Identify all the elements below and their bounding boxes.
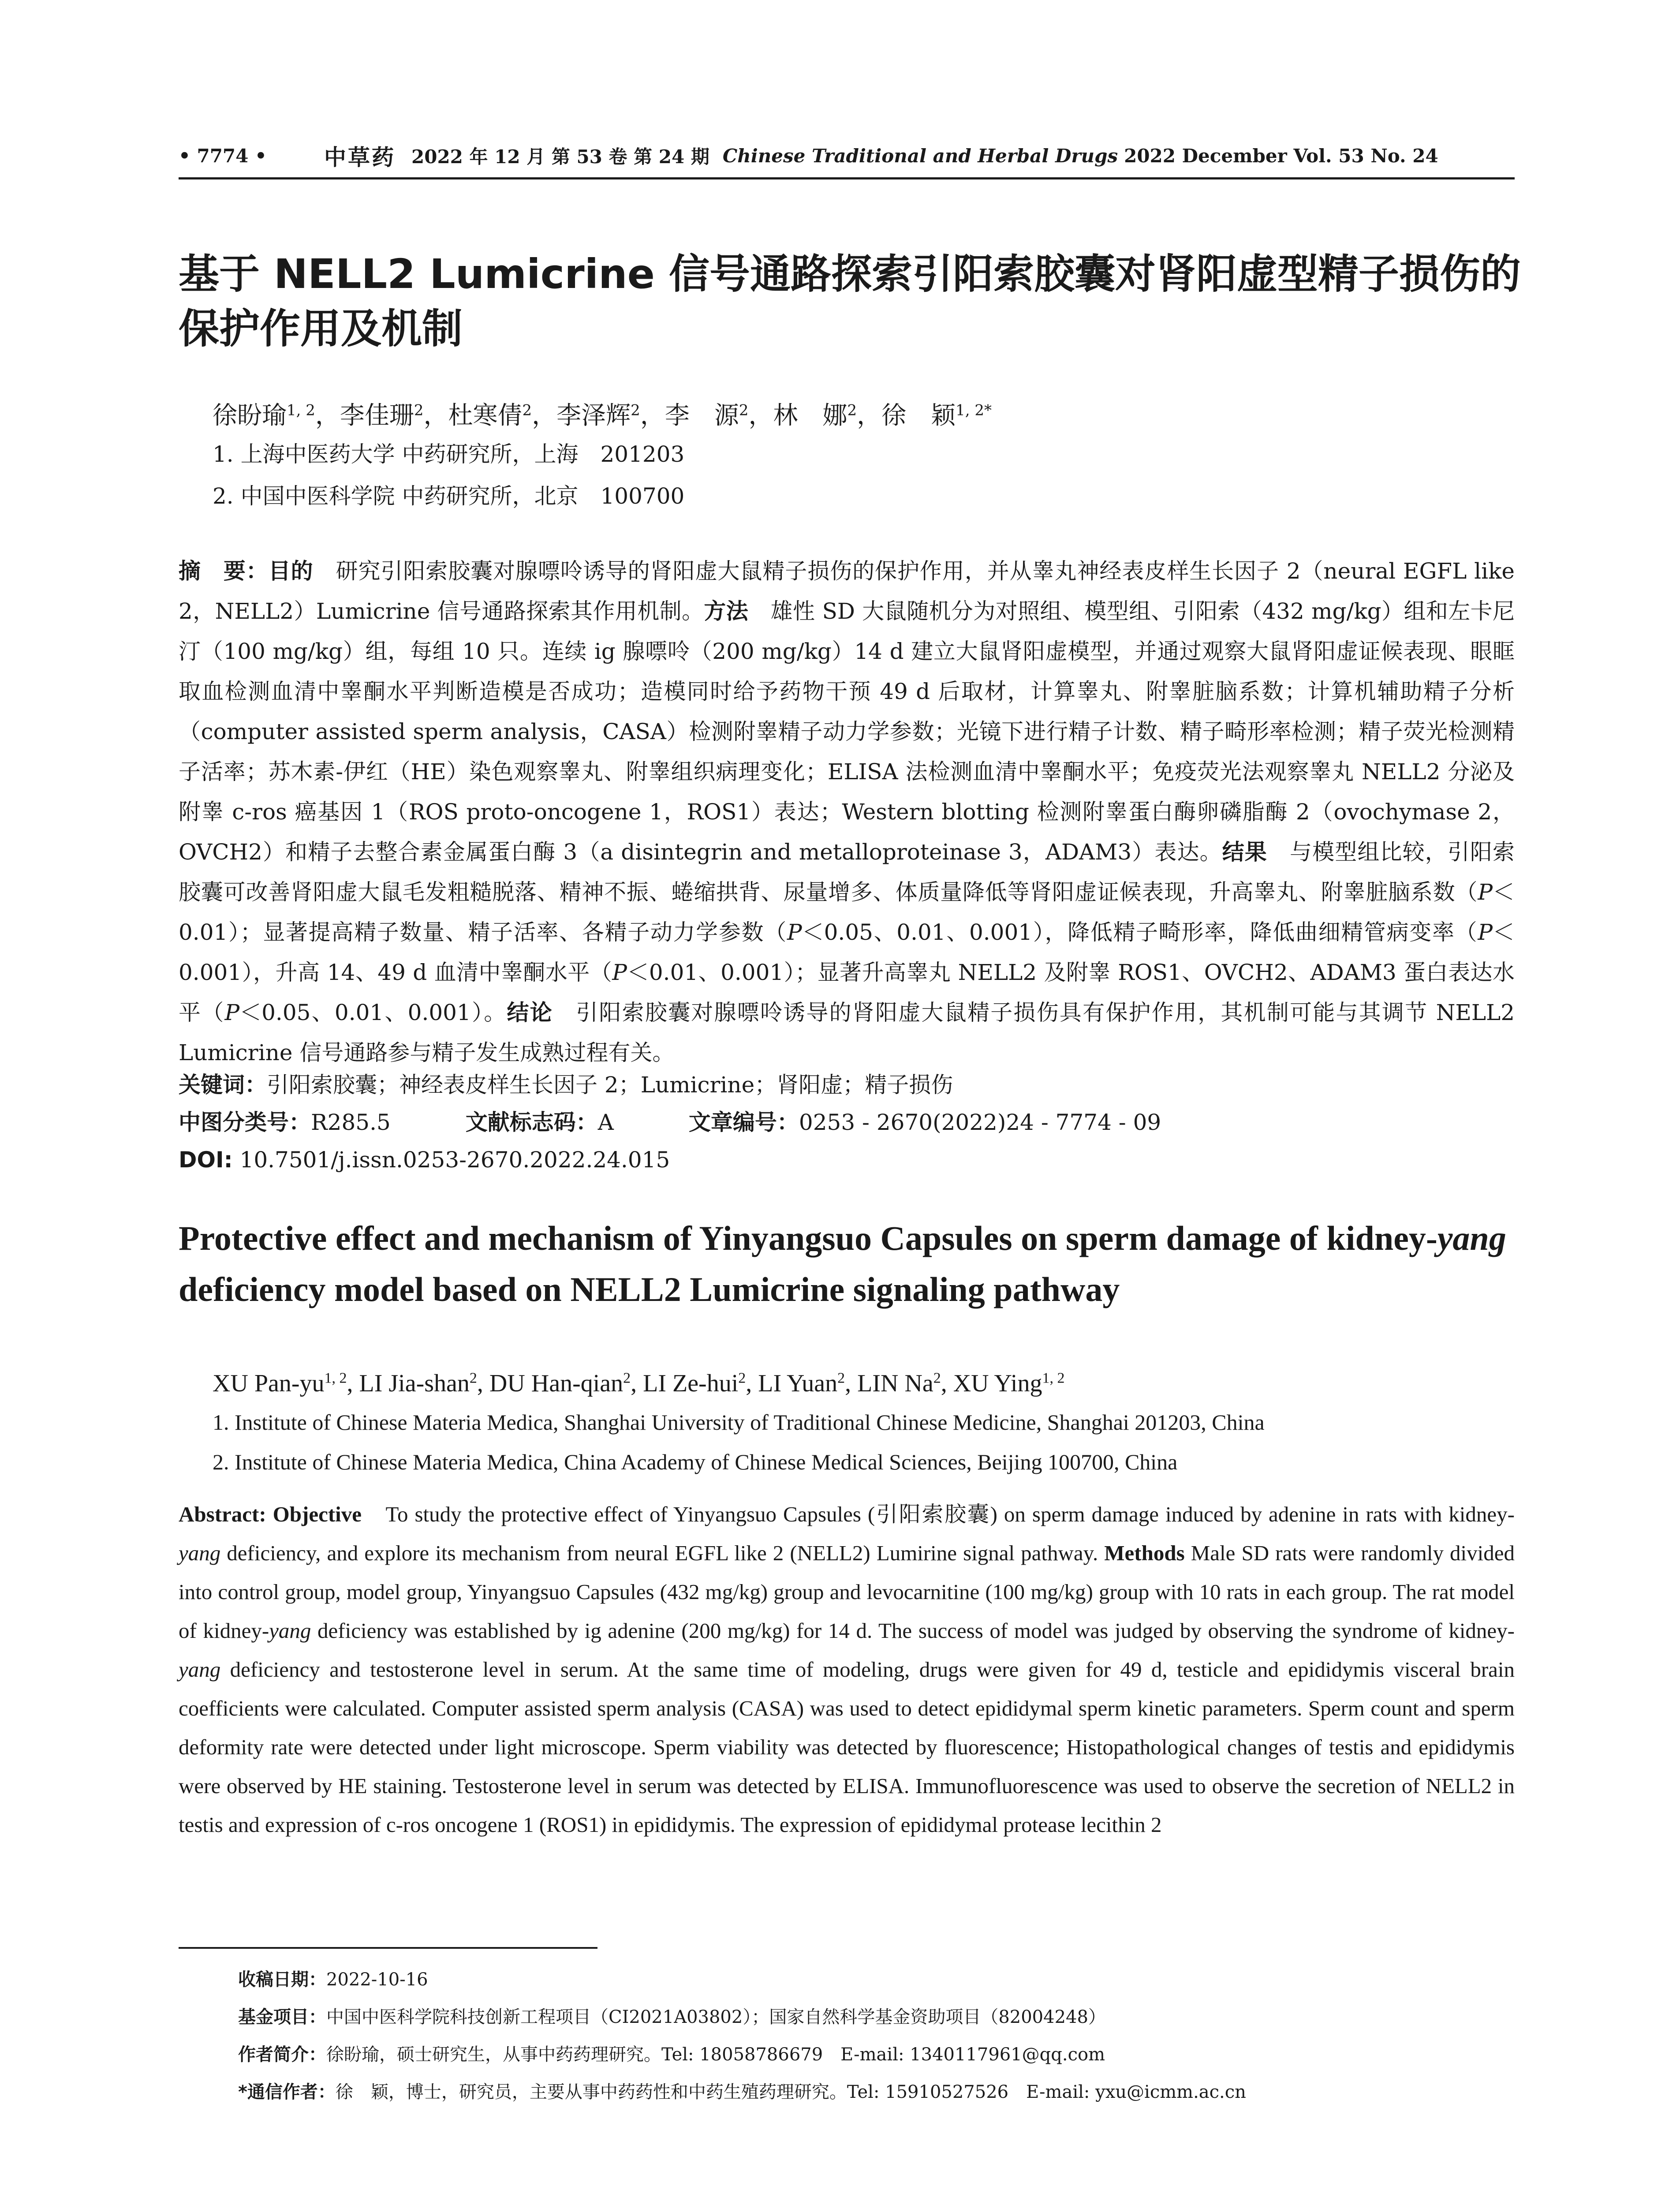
footnote-rule — [179, 1947, 597, 1949]
authors-cn — [213, 392, 1491, 434]
author-cn: 李佳珊$^2$， — [340, 401, 448, 430]
results-label: 结果 — [1222, 839, 1267, 865]
conclusion-text: 引阳索胶囊对腺嘌呤诱导的肾阳虚大鼠精子损伤具有保护作用，其机制可能与其调节 NELL2 Lumicrine 信号通路参与精子发生成熟过程有关。 — [179, 1000, 1515, 1065]
classification-line: 中图分类号：R285.5 文献标志码：A 文章编号：0253 - 2670(2022)24 - 7774 - 09 — [179, 1110, 1161, 1135]
author-cn: 林 娜$^2$， — [773, 401, 882, 430]
author-en: LI Jia-shan$^2$, — [359, 1369, 489, 1397]
methods-en-label: Methods — [1104, 1541, 1185, 1565]
author-cn: 徐 颖$^{1, 2*}$ — [881, 401, 992, 430]
abstract-en: Abstract: Objective To study the protective effect of Yinyangsuo Capsules (引阳索胶囊) on sperm damage induced by adenine in rats with kidney-yang deficiency, and explore its mechanism from neural EGFL like 2 (NELL2) Lumirine signal pathway. Methods Male SD rats were randomly divided into control group, model group, Yinyangsuo Capsules (432 mg/kg) group and levocarnitine (100 mg/kg) group with 10 rats in each group. The rat model of kidney-yang deficiency was established by ig adenine (200 mg/kg) for 14 d. The success of model was judged by observing the syndrome of kidney-yang deficiency and testosterone level in serum. At the same time of modeling, drugs were given for 49 d, testicle and epididymis visceral brain coefficients were calculated. Computer assisted sperm analysis (CASA) was used to detect epididymal sperm kinetic parameters. Sperm count and sperm deformity rate were detected under light microscope. Sperm viability was detected by fluorescence; Histopathological changes of testis and epididymis were observed by HE staining. Testosterone level in serum was detected by ELISA. Immunofluorescence was used to observe the secretion of NELL2 in testis and expression of c-ros oncogene 1 (ROS1) in epididymis. The expression of epididymal protease lecithin 2 — [179, 1502, 1515, 1837]
journal-name-en: Chinese Traditional and Herbal Drugs — [722, 145, 1118, 167]
affiliation-cn-1: 1. 上海中医药大学 中药研究所，上海 201203 — [213, 441, 685, 467]
author-cn: 徐盼瑜$^{1, 2}$， — [213, 401, 340, 430]
author-en: LI Yuan$^2$, — [758, 1369, 858, 1397]
footnote-received: 收稿日期：2022-10-16 — [238, 1970, 428, 1990]
title-cn: 基于 NELL2 Lumicrine 信号通路探索引阳索胶囊对肾阳虚型精子损伤的保护作用及机制 — [179, 250, 1521, 352]
affiliation-en-2: 2. Institute of Chinese Materia Medica, China Academy of Chinese Medical Sciences, Beijing 100700, China — [213, 1450, 1178, 1474]
issue-info-cn: 2022 年 12 月 第 53 卷 第 24 期 — [411, 146, 709, 168]
objective-text: 研究引阳索胶囊对腺嘌呤诱导的肾阳虚大鼠精子损伤的保护作用，并从睾丸神经表皮样生长因子 2（neural EGFL like 2，NELL2）Lumicrine 信号通路探索其作用机制。 — [179, 558, 1515, 624]
author-en: DU Han-qian$^2$, — [489, 1369, 643, 1397]
footnote-corresponding: *通信作者：徐 颖，博士，研究员，主要从事中药药性和中药生殖药理研究。Tel: 15910527526 E-mail: yxu@icmm.ac.cn — [238, 2082, 1246, 2102]
objective-label: 目的 — [268, 558, 314, 584]
title-en: Protective effect and mechanism of Yinyangsuo Capsules on sperm damage of kidney-yang deficiency model based on NELL2 Lumicrine signaling pathway — [179, 1219, 1506, 1308]
author-cn: 李 源$^2$， — [665, 401, 773, 430]
author-cn: 李泽辉$^2$， — [556, 401, 665, 430]
methods-label: 方法 — [704, 598, 749, 624]
abstract-cn: 摘 要：目的 研究引阳索胶囊对腺嘌呤诱导的肾阳虚大鼠精子损伤的保护作用，并从睾丸神经表皮样生长因子 2（neural EGFL like 2，NELL2）Lumicrine 信号通路探索其作用机制。方法 雄性 SD 大鼠随机分为对照组、模型组、引阳索（432 mg/kg）组和左卡尼汀（100 mg/kg）组，每组 10 只。连续 ig 腺嘌呤（200 mg/kg）14 d 建立大鼠肾阳虚模型，并通过观察大鼠肾阳虚证候表现、眼眶取血检测血清中睾酮水平判断造模是否成功；造模同时给予药物干预 49 d 后取材，计算睾丸、附睾脏脑系数；计算机辅助精子分析（computer assisted sperm analysis，CASA）检测附睾精子动力学参数；光镜下进行精子计数、精子畸形率检测；精子荧光检测精子活率；苏木素-伊红（HE）染色观察睾丸、附睾组织病理变化；ELISA 法检测血清中睾酮水平；免疫荧光法观察睾丸 NELL2 分泌及附睾 c-ros 癌基因 1（ROS proto-oncogene 1，ROS1）表达；Western blotting 检测附睾蛋白酶卵磷脂酶 2（ovochymase 2，OVCH2）和精子去整合素金属蛋白酶 3（a disintegrin and metalloproteinase 3，ADAM3）表达。结果 与模型组比较，引阳索胶囊可改善肾阳虚大鼠毛发粗糙脱落、精神不振、蜷缩拱背、尿量增多、体质量降低等肾阳虚证候表现，升高睾丸、附睾脏脑系数（P＜0.01）；显著提高精子数量、精子活率、各精子动力学参数（P＜0.05、0.01、0.001），降低精子畸形率，降低曲细精管病变率（P＜0.001），升高 14、49 d 血清中睾酮水平（P＜0.01、0.001）；显著升高睾丸 NELL2 及附睾 ROS1、OVCH2、ADAM3 蛋白表达水平（P＜0.05、0.01、0.001）。结论 引阳索胶囊对腺嘌呤诱导的肾阳虚大鼠精子损伤具有保护作用，其机制可能与其调节 NELL2 Lumicrine 信号通路参与精子发生成熟过程有关。 — [179, 558, 1515, 1065]
conclusion-label: 结论 — [507, 1000, 553, 1025]
issue-info-en: 2022 December Vol. 53 No. 24 — [1124, 145, 1438, 167]
methods-text: 雄性 SD 大鼠随机分为对照组、模型组、引阳索（432 mg/kg）组和左卡尼汀（100 mg/kg）组，每组 10 只。连续 ig 腺嘌呤（200 mg/kg）14 d 建立大鼠肾阳虚模型，并通过观察大鼠肾阳虚证候表现、眼眶取血检测血清中睾酮水平判断造模是否成功；造模同时给予药物干预 49 d 后取材，计算睾丸、附睾脏脑系数；计算机辅助精子分析（computer assisted sperm analysis，CASA）检测附睾精子动力学参数；光镜下进行精子计数、精子畸形率检测；精子荧光检测精子活率；苏木素-伊红（HE）染色观察睾丸、附睾组织病理变化；ELISA 法检测血清中睾酮水平；免疫荧光法观察睾丸 NELL2 分泌及附睾 c-ros 癌基因 1（ROS proto-oncogene 1，ROS1）表达；Western blotting 检测附睾蛋白酶卵磷脂酶 2（ovochymase 2，OVCH2）和精子去整合素金属蛋白酶 3（a disintegrin and metalloproteinase 3，ADAM3）表达。 — [179, 598, 1515, 865]
running-header — [179, 140, 1515, 171]
author-cn: 杜寒倩$^2$， — [448, 401, 557, 430]
page-number: • 7774 • — [179, 145, 267, 167]
author-en: XU Pan-yu$^{1, 2}$, — [213, 1369, 359, 1397]
journal-name-cn: 中草药 — [324, 144, 396, 170]
keywords: 关键词：引阳索胶囊；神经表皮样生长因子 2；Lumicrine；肾阳虚；精子损伤 — [179, 1072, 953, 1098]
authors-en — [213, 1360, 1491, 1401]
author-en: LI Ze-hui$^2$, — [643, 1369, 758, 1397]
doi: DOI: 10.7501/j.issn.0253-2670.2022.24.015 — [179, 1147, 670, 1173]
abstract-en-label: Abstract: Objective — [179, 1502, 362, 1526]
abstract-label: 摘 要： — [179, 558, 269, 584]
author-en: LIN Na$^2$, — [857, 1369, 953, 1397]
author-en: XU Ying$^{1, 2}$ — [953, 1369, 1065, 1397]
affiliation-cn-2: 2. 中国中医科学院 中药研究所，北京 100700 — [213, 483, 685, 509]
header-rule — [179, 177, 1515, 179]
affiliation-en-1: 1. Institute of Chinese Materia Medica, Shanghai University of Traditional Chinese Medicine, Shanghai 201203, China — [213, 1410, 1265, 1435]
footnote-funding: 基金项目：中国中医科学院科技创新工程项目（CI2021A03802）；国家自然科学基金资助项目（82004248） — [238, 2007, 1106, 2027]
footnote-author-bio: 作者简介：徐盼瑜，硕士研究生，从事中药药理研究。Tel: 18058786679 E-mail: 1340117961@qq.com — [238, 2044, 1105, 2065]
